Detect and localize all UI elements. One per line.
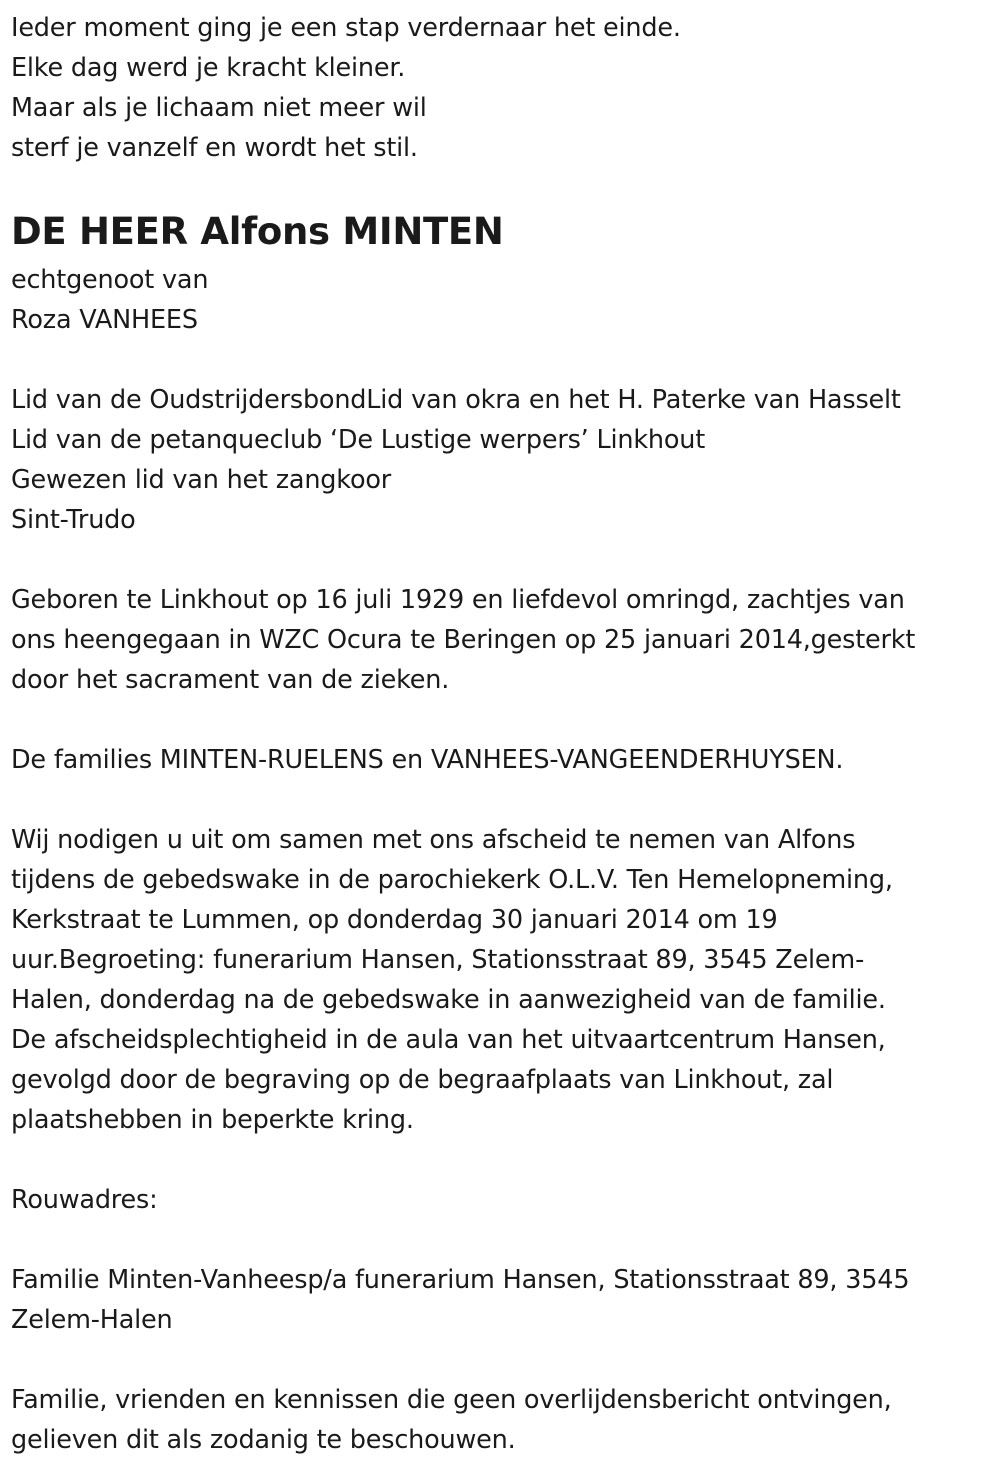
poem-line: Elke dag werd je kracht kleiner. — [11, 53, 406, 83]
membership-line: Lid van de petanqueclub ‘De Lustige werpers’ Linkhout — [11, 425, 706, 455]
birth-death-line: Geboren te Linkhout op 16 juli 1929 en liefdevol omringd, zachtjes van — [11, 585, 905, 615]
poem-line: Ieder moment ging je een stap verdernaar het einde. — [11, 13, 681, 43]
poem-line: Maar als je lichaam niet meer wil — [11, 93, 427, 123]
spacer — [11, 1340, 991, 1380]
address-label: Rouwadres: — [11, 1185, 158, 1215]
birth-death-section — [11, 580, 991, 700]
closing-line: gelieven dit als zodanig te beschouwen. — [11, 1425, 516, 1455]
memberships-section — [11, 380, 991, 540]
membership-line: Sint-Trudo — [11, 505, 136, 535]
spacer — [11, 340, 991, 380]
spacer — [11, 540, 991, 580]
membership-line: Lid van de OudstrijdersbondLid van okra en het H. Paterke van Hasselt — [11, 385, 901, 415]
invitation-line: Wij nodigen u uit om samen met ons afscheid te nemen van Alfons — [11, 825, 856, 855]
invitation-line: tijdens de gebedswake in de parochiekerk O.L.V. Ten Hemelopneming, — [11, 865, 893, 895]
invitation-line: De afscheidsplechtigheid in de aula van het uitvaartcentrum Hansen, — [11, 1025, 886, 1055]
families-line: De families MINTEN-RUELENS en VANHEES-VANGEENDERHUYSEN. — [11, 745, 844, 775]
closing-line: Familie, vrienden en kennissen die geen overlijdensbericht ontvingen, — [11, 1385, 892, 1415]
invitation-line: Halen, donderdag na de gebedswake in aanwezigheid van de familie. — [11, 985, 886, 1015]
invitation-line: uur.Begroeting: funerarium Hansen, Stationsstraat 89, 3545 Zelem- — [11, 945, 865, 975]
closing-section — [11, 1380, 991, 1460]
membership-line: Gewezen lid van het zangkoor — [11, 465, 392, 495]
invitation-line: plaatshebben in beperkte kring. — [11, 1105, 414, 1135]
spouse-label: echtgenoot van — [11, 265, 209, 295]
address-section — [11, 1260, 991, 1340]
address-line: Zelem-Halen — [11, 1305, 173, 1335]
poem — [11, 8, 991, 168]
poem-line: sterf je vanzelf en wordt het stil. — [11, 133, 418, 163]
invitation-line: Kerkstraat te Lummen, op donderdag 30 januari 2014 om 19 — [11, 905, 778, 935]
spouse-name: Roza VANHEES — [11, 305, 198, 335]
birth-death-line: ons heengegaan in WZC Ocura te Beringen op 25 januari 2014,gesterkt — [11, 625, 916, 655]
invitation-section — [11, 820, 991, 1140]
spacer — [11, 700, 991, 740]
spacer — [11, 780, 991, 820]
spacer — [11, 1220, 991, 1260]
address-line: Familie Minten-Vanheesp/a funerarium Hansen, Stationsstraat 89, 3545 — [11, 1265, 910, 1295]
spouse-section — [11, 260, 991, 340]
birth-death-line: door het sacrament van de zieken. — [11, 665, 450, 695]
spacer — [11, 1140, 991, 1180]
obituary-document — [11, 8, 991, 1460]
deceased-name: DE HEER Alfons MINTEN — [11, 210, 504, 253]
invitation-line: gevolgd door de begraving op de begraafplaats van Linkhout, zal — [11, 1065, 834, 1095]
